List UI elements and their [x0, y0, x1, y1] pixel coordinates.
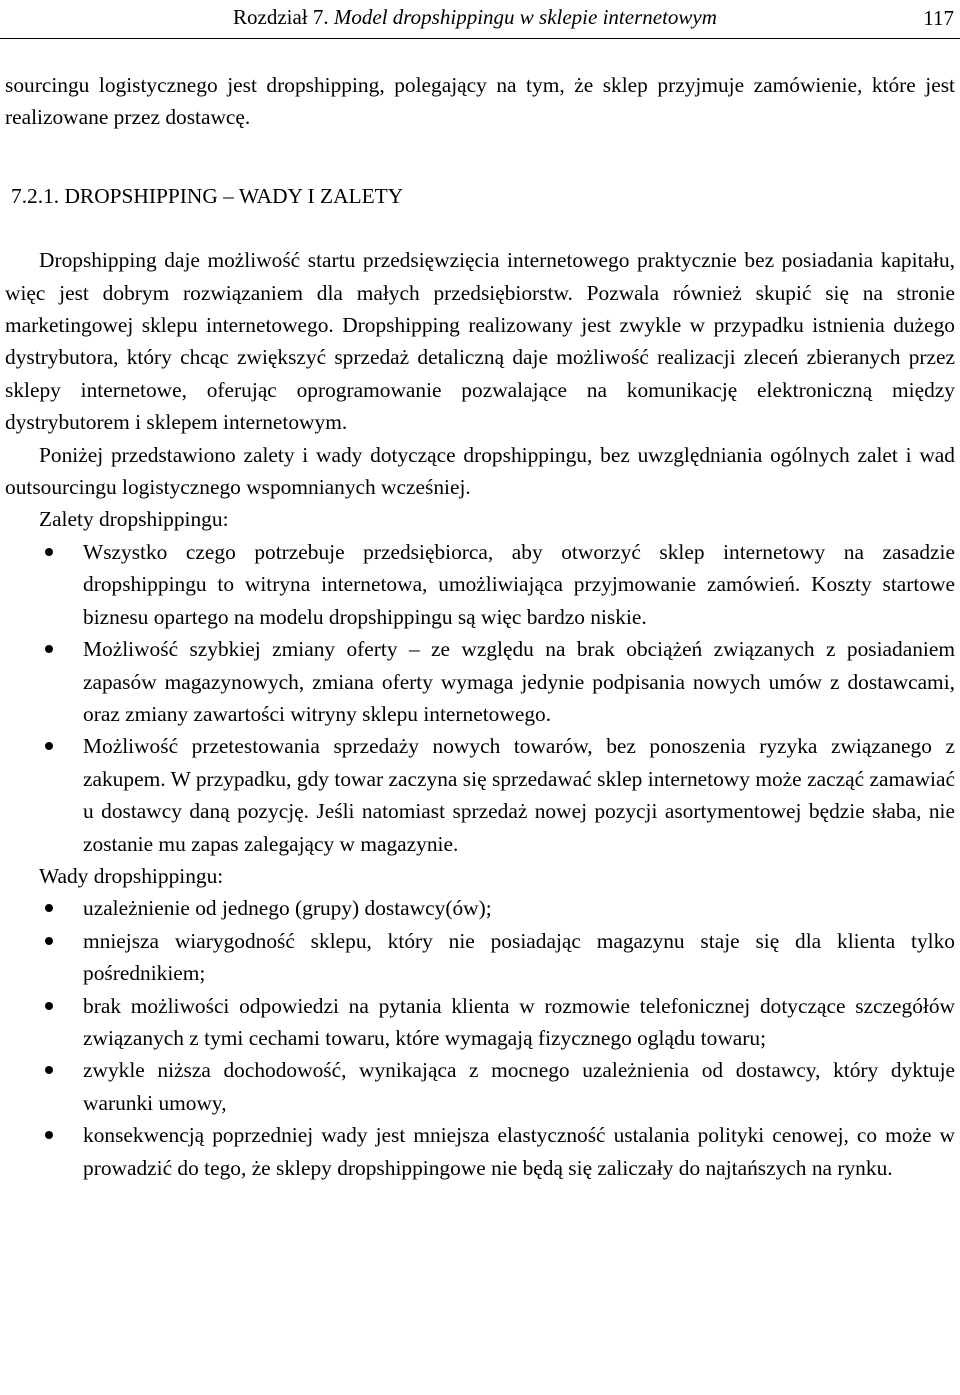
bullet-icon: [45, 1131, 53, 1139]
disadvantages-label: Wady dropshippingu:: [39, 863, 224, 888]
intro-paragraph: sourcingu logistycznego jest dropshipping, polegający na tym, że sklep przyjmuje zamówienie, które jest realizowane przez dostawcę.: [5, 73, 955, 130]
bullet-icon: [45, 548, 53, 556]
list-item-text: Wszystko czego potrzebuje przedsiębiorca, aby otworzyć sklep internetowy na zasadzie dropshippingu to witryna internetowa, umożliwiająca przyjmowanie zamówień. Koszty startowe biznesu opartego na modelu dropshippingu są więc bardzo niskie.: [83, 539, 955, 629]
chapter-reference: [233, 3, 717, 31]
running-header: [0, 3, 960, 33]
list-item-text: Możliwość przetestowania sprzedaży nowych towarów, bez ponoszenia ryzyka związanego z zakupem. W przypadku, gdy towar zaczyna się sprzedawać sklep internetowy może zacząć zamawiać u dostawcy daną pozycję. Jeśli natomiast sprzedaż nowej pozycji asortymentowej będzie słaba, nie zostanie mu zapas zalegający w magazynie.: [83, 734, 955, 856]
list-item: [5, 730, 955, 860]
bullet-icon: [45, 1066, 53, 1074]
section-heading: 7.2.1. DROPSHIPPING – WADY I ZALETY: [11, 183, 404, 208]
list-item-text: konsekwencją poprzedniej wady jest mniejsza elastyczność ustalania polityki cenowej, co może w prowadzić do tego, że sklepy dropshippingowe nie będą się zaliczały do najtańszych na rynku.: [83, 1123, 955, 1180]
list-item: [5, 633, 955, 730]
bullet-icon: [45, 742, 53, 750]
advantages-label: Zalety dropshippingu:: [39, 507, 229, 532]
list-item: [5, 1054, 955, 1119]
list-item: [5, 536, 955, 633]
bullet-icon: [45, 937, 53, 945]
bullet-icon: [45, 645, 53, 653]
list-item: [5, 990, 955, 1055]
paragraph-2: Poniżej przedstawiono zalety i wady dotyczące dropshippingu, bez uwzględniania ogólnych zalet i wad outsourcingu logistycznego wspomnianych wcześniej.: [5, 442, 955, 500]
advantages-list: [5, 536, 955, 860]
disadvantages-list: [5, 892, 955, 1184]
list-item: [5, 1119, 955, 1184]
header-rule: [0, 38, 960, 39]
page-number: 117: [923, 6, 954, 30]
chapter-label: Rozdział 7.: [233, 5, 329, 29]
body-text: [5, 69, 955, 1184]
list-item: [5, 925, 955, 990]
bullet-icon: [45, 1002, 53, 1010]
bullet-icon: [45, 904, 53, 912]
list-item-text: brak możliwości odpowiedzi na pytania klienta w rozmowie telefonicznej dotyczące szczegółów związanych z tymi cechami towaru, które wymagają fizycznego oglądu towaru;: [83, 993, 955, 1050]
list-item-text: uzależnienie od jednego (grupy) dostawcy(ów);: [83, 896, 492, 921]
paragraph-1: Dropshipping daje możliwość startu przedsięwzięcia internetowego praktycznie bez posiadania kapitału, więc jest dobrym rozwiązaniem dla małych przedsiębiorstw. Pozwala również skupić się na stronie marketingowej sklepu internetowego. Dropshipping realizowany jest zwykle w przypadku istnienia dużego dystrybutora, który chcąc zwiększyć sprzedaż detaliczną daje możliwość realizacji zleceń zbieranych przez sklepy internetowe, oferując oprogramowanie pozwalające na komunikację elektroniczną między dystrybutorem i sklepem internetowym.: [5, 248, 955, 435]
list-item-text: Możliwość szybkiej zmiany oferty – ze względu na brak obciążeń związanych z posiadaniem zapasów magazynowych, zmiana oferty wymaga jedynie podpisania nowych umów z dostawcami, oraz zmiany zawartości witryny sklepu internetowego.: [83, 637, 955, 726]
list-item-text: mniejsza wiarygodność sklepu, który nie posiadając magazynu staje się dla klienta tylko pośrednikiem;: [83, 928, 955, 986]
list-item-text: zwykle niższa dochodowość, wynikająca z mocnego uzależnienia od dostawcy, który dyktuje warunki umowy,: [83, 1058, 955, 1115]
chapter-title: Model dropshippingu w sklepie internetowym: [333, 5, 717, 29]
list-item: [5, 892, 955, 924]
